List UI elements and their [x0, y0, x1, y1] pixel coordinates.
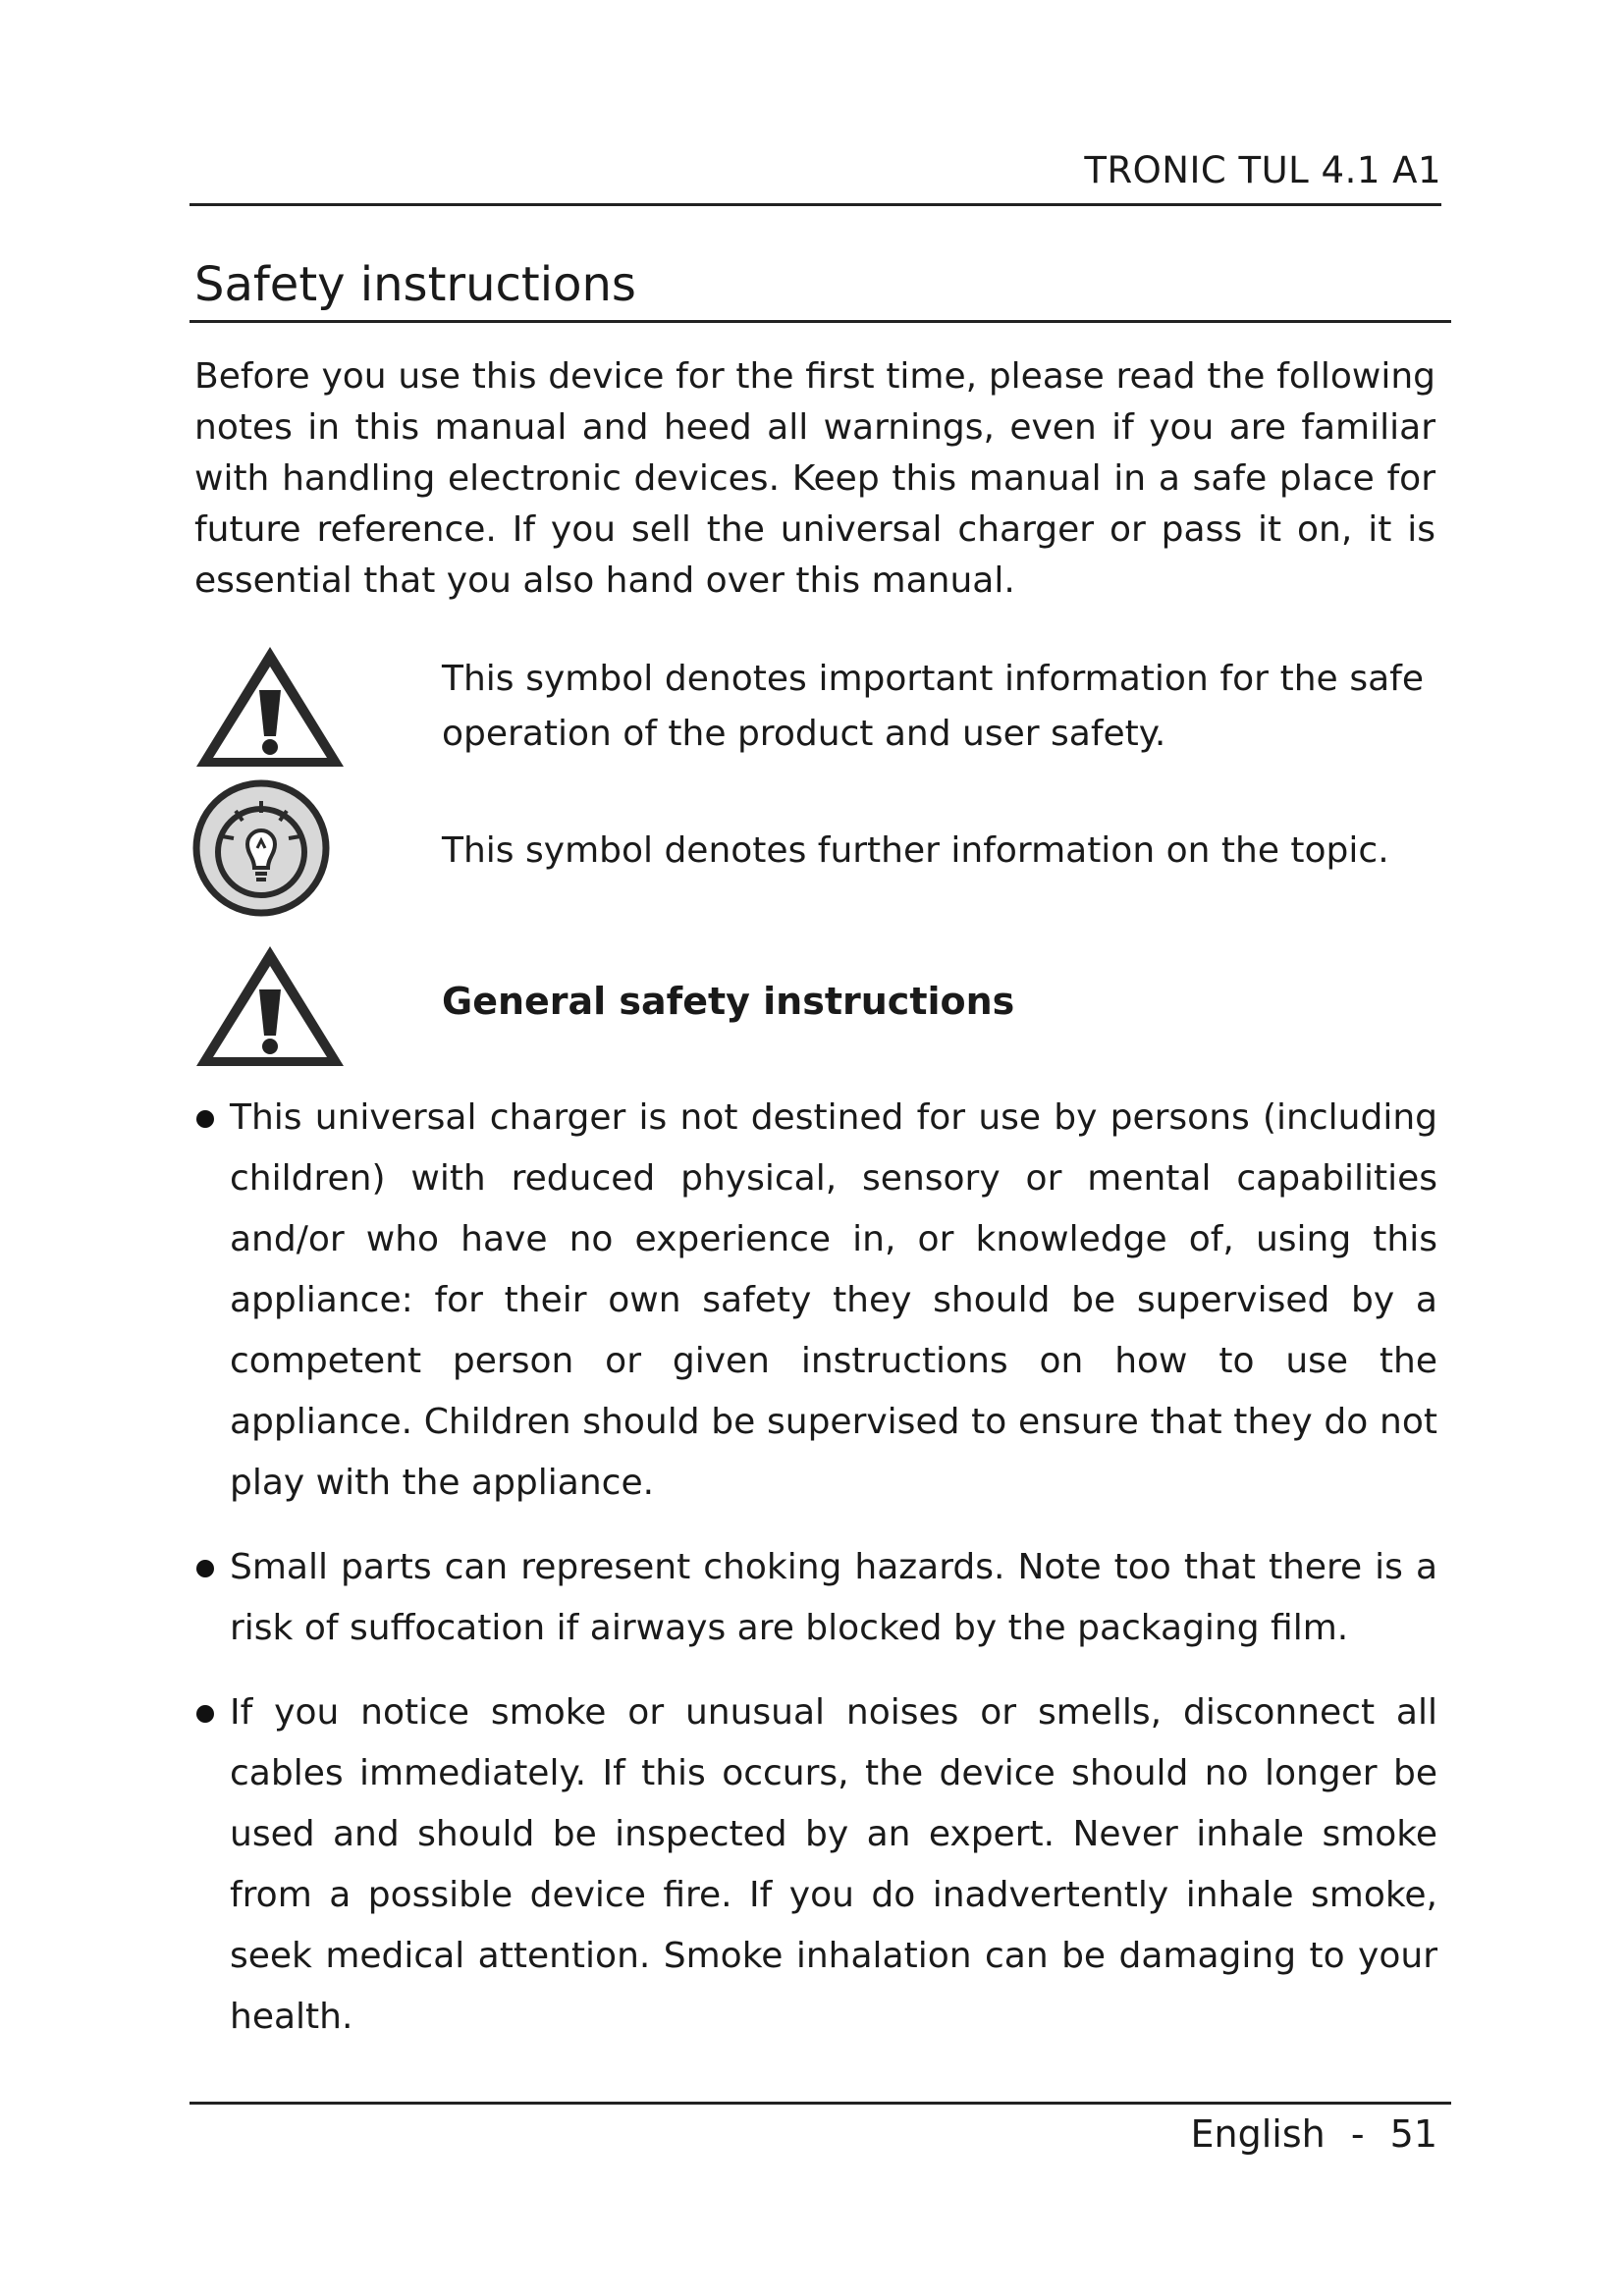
bullet-icon [196, 1705, 214, 1723]
warning-triangle-icon [192, 942, 348, 1070]
bullet-icon [196, 1560, 214, 1577]
intro-paragraph: Before you use this device for the first time, please read the following notes in this manual and heed all warnings, even if you are familiar with handling electronic devices. Keep this manual in a safe place for future reference. If you sell the universal charger or pass it on, it is essential that you also hand over this manual. [194, 356, 1435, 601]
safety-bullet-list [194, 1088, 1437, 2071]
lightbulb-info-icon [192, 779, 330, 917]
info-symbol-text: This symbol denotes further information on the topic. [442, 830, 1389, 871]
bullet-icon [196, 1110, 214, 1128]
footer-rule [189, 2102, 1451, 2105]
general-safety-heading: General safety instructions [442, 980, 1015, 1023]
list-item [194, 1537, 1437, 1659]
section-title: Safety instructions [194, 257, 636, 312]
footer-separator: - [1350, 2112, 1365, 2156]
footer-language: English [1190, 2112, 1326, 2156]
warning-triangle-icon [192, 643, 348, 771]
list-item [194, 1682, 1437, 2048]
list-item [194, 1088, 1437, 1514]
page-number: 51 [1389, 2112, 1437, 2156]
bullet-text: Small parts can represent choking hazards. Note too that there is a risk of suffocation if airways are blocked by the packaging film. [230, 1547, 1437, 1648]
section-rule [189, 320, 1451, 323]
warning-symbol-text: This symbol denotes important information for the safe operation of the product and user safety. [442, 659, 1424, 754]
header-model: TRONIC TUL 4.1 A1 [1084, 149, 1441, 191]
bullet-text: This universal charger is not destined for use by persons (including children) with reduced physical, sensory or mental capabilities and/or who have no experience in, or knowledge of, using this appliance: for their own safety they should be supervised by a competent person or given instructions on how to use the appliance. Children should be supervised to ensure that they do not play with the appliance. [230, 1097, 1437, 1503]
page-footer [1191, 2112, 1437, 2156]
bullet-text: If you notice smoke or unusual noises or smells, disconnect all cables immediately. If this occurs, the device should no longer be used and should be inspected by an expert. Never inhale smoke from a possible device fire. If you do inadvertently inhale smoke, seek medical attention. Smoke inhalation can be damaging to your health. [230, 1692, 1437, 2037]
header-rule [189, 203, 1441, 206]
